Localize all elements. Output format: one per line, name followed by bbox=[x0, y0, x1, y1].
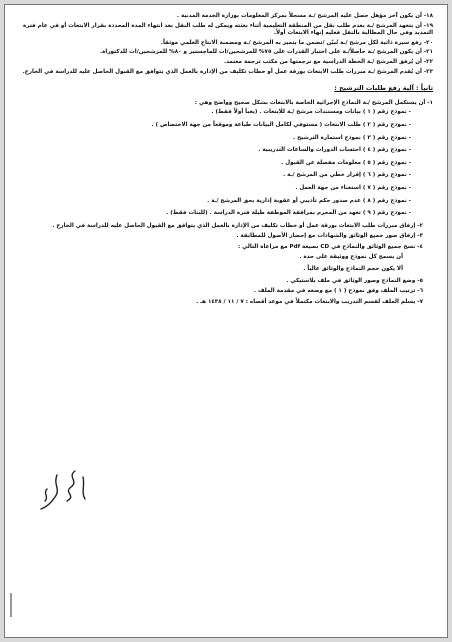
step-3: ٣- إرفاق صور جميع الوثائق والشهادات مع إحضار الأصول للمطابقة . bbox=[236, 233, 423, 240]
section-title: ثانياً : آلية رفع طلبات الترشيح : bbox=[334, 84, 433, 93]
step-6: ٦- ترتيب الملف وفق نموذج ( ١ ) مع وضعه في مقدمة الملف . bbox=[253, 288, 423, 295]
form-item-4: - نموذج رقم ( ٤ ) احتساب الدورات والساعات التدريبية . bbox=[21, 147, 411, 155]
form-item-5: - نموذج رقم ( ٥ ) معلومات مفصلة عن القبول . bbox=[21, 160, 411, 168]
requirement-18: ١٨- أن يكون آخر مؤهل حصل عليه المرشح /ـة مسجلاً بمركز المعلومات بوزارة الخدمة المدنية . bbox=[176, 13, 433, 19]
form-item-2: - نموذج رقم ( ٢ ) طلب الابتعاث ( مستوفي لكامل البيانات طباعة وموقعاً من جهة الاختصاص ) . bbox=[21, 122, 411, 130]
form-item-1: - نموذج رقم ( ١ ) بيانات ومستندات مرشح /ـة للابتعاث . (يعبأ أولاً فقط) . bbox=[21, 109, 411, 117]
form-item-3: - نموذج رقم ( ٣ ) نموذج استمارة الترشيح . bbox=[21, 135, 411, 143]
document-body bbox=[21, 13, 433, 309]
step-1-intro: ١- أن يستكمل المرشح /ـة النماذج الإجرائية الخاصة بالابتعاث بشكل صحيح وواضح وهي : bbox=[194, 99, 433, 106]
step-5: ٥- وضع النماذج وصور الوثائق في ملف بلاستيكي . bbox=[286, 277, 423, 284]
form-item-9: - نموذج رقم ( ٩ ) تعهد من المحرم بمرافقة الموظفة طيلة فترة الدراسة . (للبنات فقط) . bbox=[21, 210, 411, 218]
form-item-7: - نموذج رقم ( ٧ ) استغناء من جهة العمل . bbox=[21, 185, 411, 193]
requirement-21: ٢١- أن يكون المرشح /ـة حاصلاً/ـة على اختبار القدرات على ٧٥% للمرشحين/ات للماجستير و ٨٠% للمرشحين/ات للدكتوراة. bbox=[99, 49, 433, 56]
requirement-23: ٢٣- أن يُقدم المرشح /ـة مبررات طلب الابتعاث بورقة عمل أو خطاب تكليف من الإدارة بالعمل الذي يتوافق مع القبول الحاصل عليه للدراسة في الخارج. bbox=[22, 68, 433, 75]
step-7: ٧- يسلم الملف لقسم التدريب والابتعاث مكتملاً في موعد أقصاه : ٧ / ١١ / ١٤٣٨ هـ . bbox=[196, 298, 423, 305]
step-4-note-1: أن يسمح كل نموذج ووثيقة على حدة . bbox=[299, 254, 403, 261]
requirement-22: ٢٢- أن يُرفق المرشح /ـة الخطة الدراسية مع ترجمتها من مكتب ترجمة معتمد. bbox=[224, 58, 433, 65]
step-4: ٤- نسخ جميع الوثائق والنماذج في CD بصيغة Pdf مع مراعاة التالي : bbox=[237, 243, 423, 250]
requirement-19: ١٩- أن يتعهد المرشح /ـة بعدم طلب نقل من المنطقة التعليمية أثناء بعثته ويمكن له طلب النقل بعد انتهاء المدة المحددة بقرار الابتعاث أو في عام فترة التمديد وفي حال المطالبة بالنقل فعليه إنهاء الابتعاث أولاً. bbox=[22, 22, 433, 37]
step-2: ٢- إرفاق مبررات طلب الابتعاث بورقة عمل أو خطاب تكليف من الإدارة بالعمل الذي يتوافق مع القبول الحاصل عليه للدراسة في الخارج . bbox=[52, 222, 423, 229]
step-4-note-2: ألا يكون حجم النماذج والوثائق عالياً . bbox=[303, 266, 403, 273]
handwritten-signature bbox=[27, 467, 97, 513]
scan-edge-mark bbox=[10, 593, 20, 617]
form-item-6: - نموذج رقم ( ٦ ) إقرار خطي من المرشح /ـة . bbox=[21, 172, 411, 180]
form-item-8: - نموذج رقم ( ٨ ) عدم صدور حكم تأديبي أو عقوبة إدارية بحق المرشح /ـة . bbox=[21, 198, 411, 206]
document-page bbox=[4, 4, 448, 638]
requirement-20: ٢٠- رفع سيرة ذاتية لكل مرشح /ـة تُبيّن /تضمن ما يتميز به المرشح /ـة ومضمنة الانتاج العلمي موثقاً. bbox=[160, 39, 433, 46]
